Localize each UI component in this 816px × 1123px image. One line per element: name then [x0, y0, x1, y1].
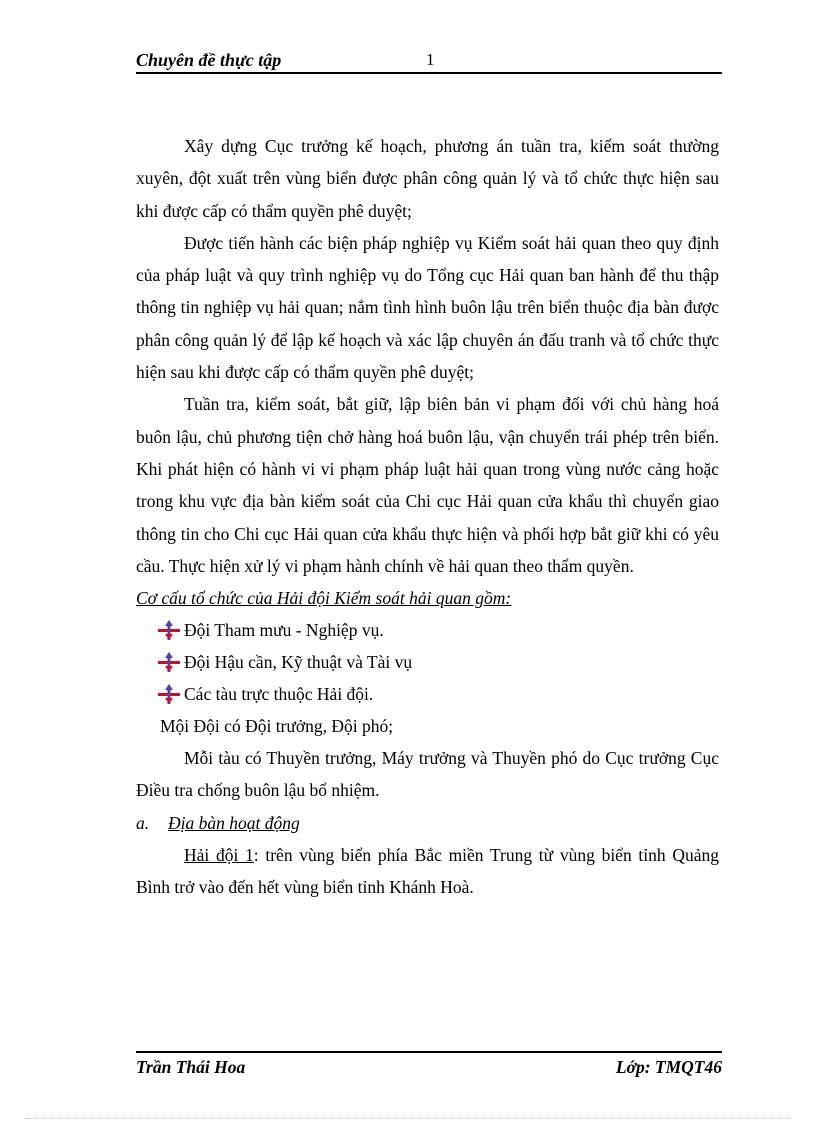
page-header	[136, 48, 722, 74]
structure-heading: Cơ cấu tổ chức của Hải đội Kiểm soát hải quan gồm:	[136, 588, 512, 609]
list-item	[158, 678, 719, 710]
paragraph-1: Xây dựng Cục trưởng kế hoạch, phương án tuần tra, kiểm soát thường xuyên, đột xuất trên vùng biển được phân công quản lý và tổ chức thực hiện sau khi được cấp có thẩm quyền phê duyệt;	[136, 136, 719, 221]
page-number: 1	[426, 50, 435, 69]
author-name: Trần Thái Hoa	[136, 1057, 246, 1077]
section-a-title: Địa bàn hoạt động	[168, 812, 300, 833]
list-item	[158, 614, 719, 646]
bullet-text: Đội Hậu cần, Kỹ thuật và Tài vụ	[184, 652, 413, 673]
paragraph-5: Mỗi tàu có Thuyền trưởng, Máy trưởng và Thuyền phó do Cục trưởng Cục Điều tra chống buôn lậu bổ nhiệm.	[136, 748, 719, 801]
class-label: Lớp: TMQT46	[615, 1057, 722, 1077]
document-title: Chuyên đề thực tập	[136, 50, 282, 70]
paragraph-6	[136, 839, 719, 904]
arrow-bullet-icon	[158, 620, 180, 640]
page-footer	[136, 1051, 722, 1077]
squadron-text: : trên vùng biển phía Bắc miền Trung từ vùng biển tỉnh Quảng Bình trở vào đến hết vùng biển tỉnh Khánh Hoà.	[136, 844, 719, 898]
arrow-bullet-icon	[158, 652, 180, 672]
bullet-text: Các tàu trực thuộc Hải đội.	[184, 684, 374, 705]
section-a-heading	[136, 807, 719, 839]
list-item	[158, 646, 719, 678]
squadron-label: Hải đội 1	[184, 844, 254, 865]
section-a-label: a.	[136, 812, 150, 833]
paragraph-2: Được tiến hành các biện pháp nghiệp vụ Kiểm soát hải quan theo quy định của pháp luật và quy trình nghiệp vụ do Tổng cục Hải quan ban hành để thu thập thông tin nghiệp vụ hải quan; nắm tình hình buôn lậu trên biển thuộc địa bàn được phân công quản lý để lập kế hoạch và xác lập chuyên án đấu tranh và tổ chức thực hiện sau khi được cấp có thẩm quyền phê duyệt;	[136, 232, 719, 383]
page-content	[136, 130, 719, 903]
paragraph-4: Mội Đội có Đội trưởng, Đội phó;	[160, 716, 394, 737]
page-border-dotted	[24, 1118, 792, 1119]
bullet-text: Đội Tham mưu - Nghiệp vụ.	[184, 620, 384, 641]
arrow-bullet-icon	[158, 684, 180, 704]
paragraph-3: Tuần tra, kiểm soát, bắt giữ, lập biên bản vi phạm đối với chủ hàng hoá buôn lậu, chủ phương tiện chở hàng hoá buôn lậu, vận chuyển trái phép trên biển. Khi phát hiện có hành vi vi phạm pháp luật hải quan trong vùng nước cảng hoặc trong khu vực địa bàn kiểm soát của Chi cục Hải quan cửa khẩu thì chuyển giao thông tin cho Chi cục Hải quan cửa khẩu thực hiện và phối hợp bắt giữ khi có yêu cầu. Thực hiện xử lý vi phạm hành chính về hải quan theo thẩm quyền.	[136, 394, 719, 576]
